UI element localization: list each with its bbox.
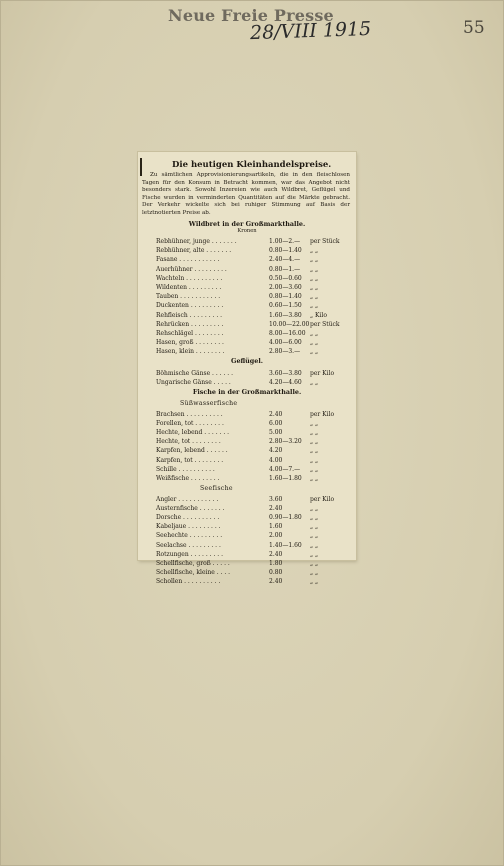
item-unit: „ „: [310, 256, 319, 264]
price-row: [156, 420, 352, 429]
item-price: 0.80—1.—: [269, 265, 301, 273]
item-price: 3.60—3.80: [269, 370, 302, 377]
item-price: 2.80—3.20: [269, 438, 302, 446]
item-price: 2.40—4.—: [269, 256, 301, 264]
price-row: [156, 532, 352, 541]
item-name: Ungarische Gänse . . . . .: [156, 379, 231, 387]
section-heading: Fische in der Großmarkthalle.: [192, 388, 302, 396]
item-unit: per Stück: [310, 320, 340, 328]
item-name: Wildenten . . . . . . . . .: [156, 284, 222, 291]
item-price: 0.80: [269, 568, 283, 576]
item-unit: „ „: [310, 330, 319, 337]
item-unit: per Kilo: [310, 496, 335, 503]
item-name: Schellfische, kleine . . . .: [156, 568, 231, 576]
item-price: 4.00: [269, 456, 283, 464]
item-unit: „ „: [310, 379, 319, 387]
item-price: 0.80—1.40: [269, 247, 302, 255]
price-row: [156, 275, 352, 284]
item-price: 1.60: [269, 523, 283, 531]
item-unit: „ „: [310, 474, 319, 482]
item-name: Tauben . . . . . . . . . . .: [156, 293, 221, 301]
price-row: [156, 370, 352, 379]
price-row: [156, 302, 352, 311]
item-price: 2.00—3.60: [269, 284, 302, 291]
section-heading: Geflügel.: [230, 357, 263, 365]
item-unit: „ „: [310, 568, 319, 576]
price-row: [156, 438, 352, 447]
item-price: 1.40—1.60: [269, 541, 302, 549]
item-price: 1.80: [269, 559, 283, 567]
price-row: [156, 466, 352, 475]
subsection-heading: Süßwasserfische: [180, 400, 238, 407]
newspaper-clipping: [138, 152, 356, 585]
item-name: Austernfische . . . . . . .: [156, 505, 225, 513]
item-unit: „ „: [310, 429, 319, 437]
price-row: [156, 284, 352, 293]
item-price: 2.00: [269, 532, 283, 540]
item-price: 2.40: [269, 411, 283, 418]
item-unit: per Kilo: [310, 411, 335, 418]
price-row: [156, 560, 352, 569]
item-price: 10.00—22.00: [269, 320, 310, 328]
item-name: Kabeljaue . . . . . . . . .: [156, 523, 221, 531]
price-row: [156, 578, 352, 587]
item-price: 4.20: [269, 447, 283, 455]
item-name: Rebhühner, junge . . . . . . .: [156, 238, 237, 245]
item-name: Duckenten . . . . . . . . .: [156, 302, 224, 310]
price-row: [156, 339, 352, 348]
item-price: 3.60: [269, 496, 283, 503]
price-row: [156, 514, 352, 523]
item-unit: „ „: [310, 247, 319, 255]
item-price: 0.60—1.50: [269, 302, 302, 310]
item-unit: „ „: [310, 550, 319, 558]
price-row: [156, 379, 352, 388]
item-price: 1.60—1.80: [269, 474, 302, 482]
item-unit: „ „: [310, 348, 319, 356]
section-heading: Wildbret in der Großmarkthalle.: [188, 220, 306, 228]
item-unit: „ „: [310, 559, 319, 567]
item-unit: „ „: [310, 577, 319, 585]
price-row: [156, 447, 352, 456]
item-unit: „ „: [310, 274, 319, 282]
item-price: 2.80—3.—: [269, 348, 301, 356]
item-name: Angler . . . . . . . . . . .: [156, 496, 219, 503]
item-unit: „ „: [310, 456, 319, 464]
item-price: 0.50—0.60: [269, 274, 302, 282]
item-unit: „ „: [310, 523, 319, 531]
price-row: [156, 475, 352, 484]
price-row: [156, 505, 352, 514]
item-price: 2.40: [269, 577, 283, 585]
item-name: Schille . . . . . . . . . .: [156, 465, 215, 473]
item-unit: „ „: [310, 465, 319, 473]
newspaper-masthead: Neue Freie Presse: [168, 6, 334, 25]
item-name: Dorsche . . . . . . . . . .: [156, 514, 220, 522]
item-price: 8.00—16.00: [269, 330, 306, 337]
item-name: Rebhühner, alte . . . . . . .: [156, 247, 232, 255]
item-name: Rehrücken . . . . . . . . .: [156, 320, 224, 328]
handwritten-date: 28/VIII 1915: [249, 17, 372, 45]
item-unit: „ „: [310, 514, 319, 522]
item-unit: „ „: [310, 284, 319, 291]
price-row: [156, 238, 352, 247]
item-name: Hechte, tot . . . . . . . .: [156, 438, 221, 446]
price-row: [156, 429, 352, 438]
item-unit: „ Kilo: [310, 311, 327, 319]
item-name: Karpfen, lebend . . . . . .: [156, 447, 228, 455]
item-price: 0.90—1.80: [269, 514, 302, 522]
price-row: [156, 569, 352, 578]
clipping-title: Die heutigen Kleinhandelspreise.: [172, 160, 332, 170]
item-name: Fasane . . . . . . . . . . .: [156, 256, 220, 264]
item-unit: „ „: [310, 541, 319, 549]
price-row: [156, 247, 352, 256]
price-row: [156, 312, 352, 321]
item-unit: „ „: [310, 438, 319, 446]
price-row: [156, 496, 352, 505]
price-row: [156, 266, 352, 275]
item-unit: per Kilo: [310, 370, 335, 377]
item-price: 1.00—2.—: [269, 238, 301, 245]
item-price: 4.00—7.—: [269, 465, 301, 473]
page-number: 55: [463, 18, 485, 38]
item-name: Karpfen, tot . . . . . . . .: [156, 456, 224, 464]
price-row: [156, 411, 352, 420]
price-row: [156, 330, 352, 339]
price-row: [156, 523, 352, 532]
item-name: Hasen, klein . . . . . . . .: [156, 348, 225, 356]
item-unit: „ „: [310, 339, 319, 347]
price-row: [156, 551, 352, 560]
price-row: [156, 542, 352, 551]
item-name: Seehechte . . . . . . . . .: [156, 532, 223, 540]
item-unit: „ „: [310, 265, 319, 273]
item-name: Seelachse . . . . . . . . .: [156, 541, 221, 549]
item-name: Rotzungen . . . . . . . . .: [156, 550, 224, 558]
item-name: Schollen . . . . . . . . . .: [156, 577, 221, 585]
item-name: Weißfische . . . . . . . .: [156, 474, 220, 482]
clipping-edge-mark: [140, 158, 142, 176]
item-price: 4.20—4.60: [269, 379, 302, 387]
subsection-heading: Seefische: [200, 485, 233, 492]
item-unit: „ „: [310, 447, 319, 455]
item-name: Brachsen . . . . . . . . . .: [156, 411, 223, 418]
item-name: Böhmische Gänse . . . . . .: [156, 370, 234, 377]
item-name: Wachteln . . . . . . . . . .: [156, 274, 223, 282]
currency-label: Kronen: [237, 228, 257, 234]
price-row: [156, 256, 352, 265]
item-price: 5.00: [269, 429, 283, 437]
item-name: Hechte, lebend . . . . . . .: [156, 429, 230, 437]
item-name: Auerhühner . . . . . . . . .: [156, 265, 227, 273]
item-price: 0.80—1.40: [269, 293, 302, 301]
item-price: 2.40: [269, 550, 283, 558]
item-price: 6.00: [269, 420, 283, 428]
item-price: 2.40: [269, 505, 283, 513]
item-price: 4.00—6.00: [269, 339, 302, 347]
clipping-lead-paragraph: Zu sämtlichen Approvisionierungsartikeln, die in den fleischlosen Tagen für den Konsum in Betracht kommen, war das Angebot nicht besonders stark. Sowohl Inzereien wie auch Wildbret, Geflügel und Fische wurden in verminderten Quantitäten auf die Märkte gebracht. Der Verkehr wickelte sich bei ruhiger Stimmung auf Basis der letztnotierten Preise ab.: [142, 172, 350, 216]
item-name: Hasen, groß . . . . . . . .: [156, 339, 224, 347]
item-unit: „ „: [310, 302, 319, 310]
price-row: [156, 321, 352, 330]
price-row: [156, 293, 352, 302]
item-unit: „ „: [310, 293, 319, 301]
item-unit: „ „: [310, 532, 319, 540]
item-name: Forellen, tot . . . . . . . .: [156, 420, 224, 428]
item-unit: „ „: [310, 420, 319, 428]
item-name: Rehschlägel . . . . . . . .: [156, 330, 224, 337]
item-unit: „ „: [310, 505, 319, 513]
price-row: [156, 457, 352, 466]
item-name: Rehfleisch . . . . . . . . .: [156, 311, 223, 319]
item-unit: per Stück: [310, 238, 340, 245]
item-name: Schellfische, groß . . . . .: [156, 559, 230, 567]
item-price: 1.60—3.80: [269, 311, 302, 319]
